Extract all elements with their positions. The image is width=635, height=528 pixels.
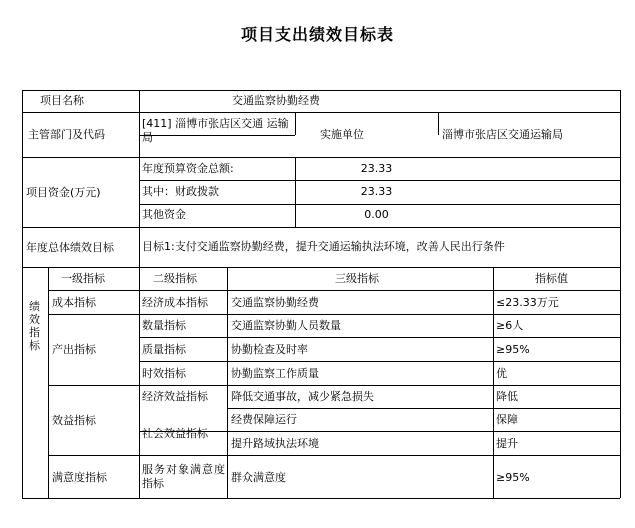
level3-indicator: 交通监察协勤人员数量 bbox=[231, 319, 341, 332]
level1-indicator: 成本指标 bbox=[52, 296, 96, 309]
dept-value: [411] 淄博市张店区交通 运输局 bbox=[142, 117, 289, 144]
level2-indicator: 质量指标 bbox=[142, 343, 186, 356]
level2-indicator: 服务对象满意度指标 bbox=[142, 463, 225, 490]
header-level2: 二级指标 bbox=[153, 272, 197, 285]
project-name-value: 交通监察协勤经费 bbox=[232, 94, 320, 107]
fund-row-label: 其中：财政拨款 bbox=[142, 185, 219, 198]
impl-label: 实施单位 bbox=[320, 128, 364, 141]
level1-indicator: 产出指标 bbox=[52, 343, 96, 356]
indicator-value: ≥95% bbox=[496, 343, 530, 356]
indicator-value: 优 bbox=[496, 367, 507, 380]
level3-indicator: 经费保障运行 bbox=[231, 413, 297, 426]
level3-indicator: 降低交通事故，减少紧急损失 bbox=[231, 390, 374, 403]
indicator-value: 降低 bbox=[496, 390, 518, 403]
level2-indicator: 数量指标 bbox=[142, 319, 186, 332]
indicator-value: ≥95% bbox=[496, 471, 530, 484]
indicator-value: ≤23.33万元 bbox=[496, 296, 559, 309]
fund-row-label: 其他资金 bbox=[142, 208, 186, 221]
level2-indicator: 时效指标 bbox=[142, 367, 186, 380]
level1-indicator: 效益指标 bbox=[52, 414, 96, 427]
header-value: 指标值 bbox=[535, 272, 568, 285]
goal-value: 目标1:支付交通监察协勤经费，提升交通运输执法环境，改善人民出行条件 bbox=[142, 240, 505, 253]
fund-label: 项目资金(万元) bbox=[26, 186, 101, 199]
section-label: 绩效指标 bbox=[29, 300, 40, 352]
level3-indicator: 群众满意度 bbox=[231, 471, 286, 484]
level3-indicator: 交通监察协勤经费 bbox=[231, 296, 319, 309]
header-level1: 一级指标 bbox=[61, 272, 105, 285]
indicator-value: 提升 bbox=[496, 437, 518, 450]
indicator-value: ≥6人 bbox=[496, 319, 524, 332]
fund-row-value: 23.33 bbox=[360, 185, 393, 198]
goal-label: 年度总体绩效目标 bbox=[26, 241, 114, 254]
page-title: 项目支出绩效目标表 bbox=[240, 25, 394, 44]
indicator-value: 保障 bbox=[496, 413, 518, 426]
impl-value: 淄博市张店区交通运输局 bbox=[442, 128, 563, 141]
level2-indicator: 经济成本指标 bbox=[142, 296, 208, 309]
level3-indicator: 提升路域执法环境 bbox=[231, 437, 319, 450]
dept-label: 主管部门及代码 bbox=[28, 128, 105, 141]
project-name-label: 项目名称 bbox=[40, 94, 84, 107]
fund-row-label: 年度预算资金总额: bbox=[142, 162, 234, 175]
level1-indicator: 满意度指标 bbox=[52, 471, 107, 484]
level3-indicator: 协勤检查及时率 bbox=[231, 343, 308, 356]
level2-indicator: 社会效益指标 bbox=[142, 427, 208, 440]
level2-indicator: 经济效益指标 bbox=[142, 390, 208, 403]
fund-row-value: 0.00 bbox=[364, 208, 389, 221]
level3-indicator: 协勤监察工作质量 bbox=[231, 367, 319, 380]
header-level3: 三级指标 bbox=[335, 272, 379, 285]
fund-row-value: 23.33 bbox=[360, 162, 393, 175]
